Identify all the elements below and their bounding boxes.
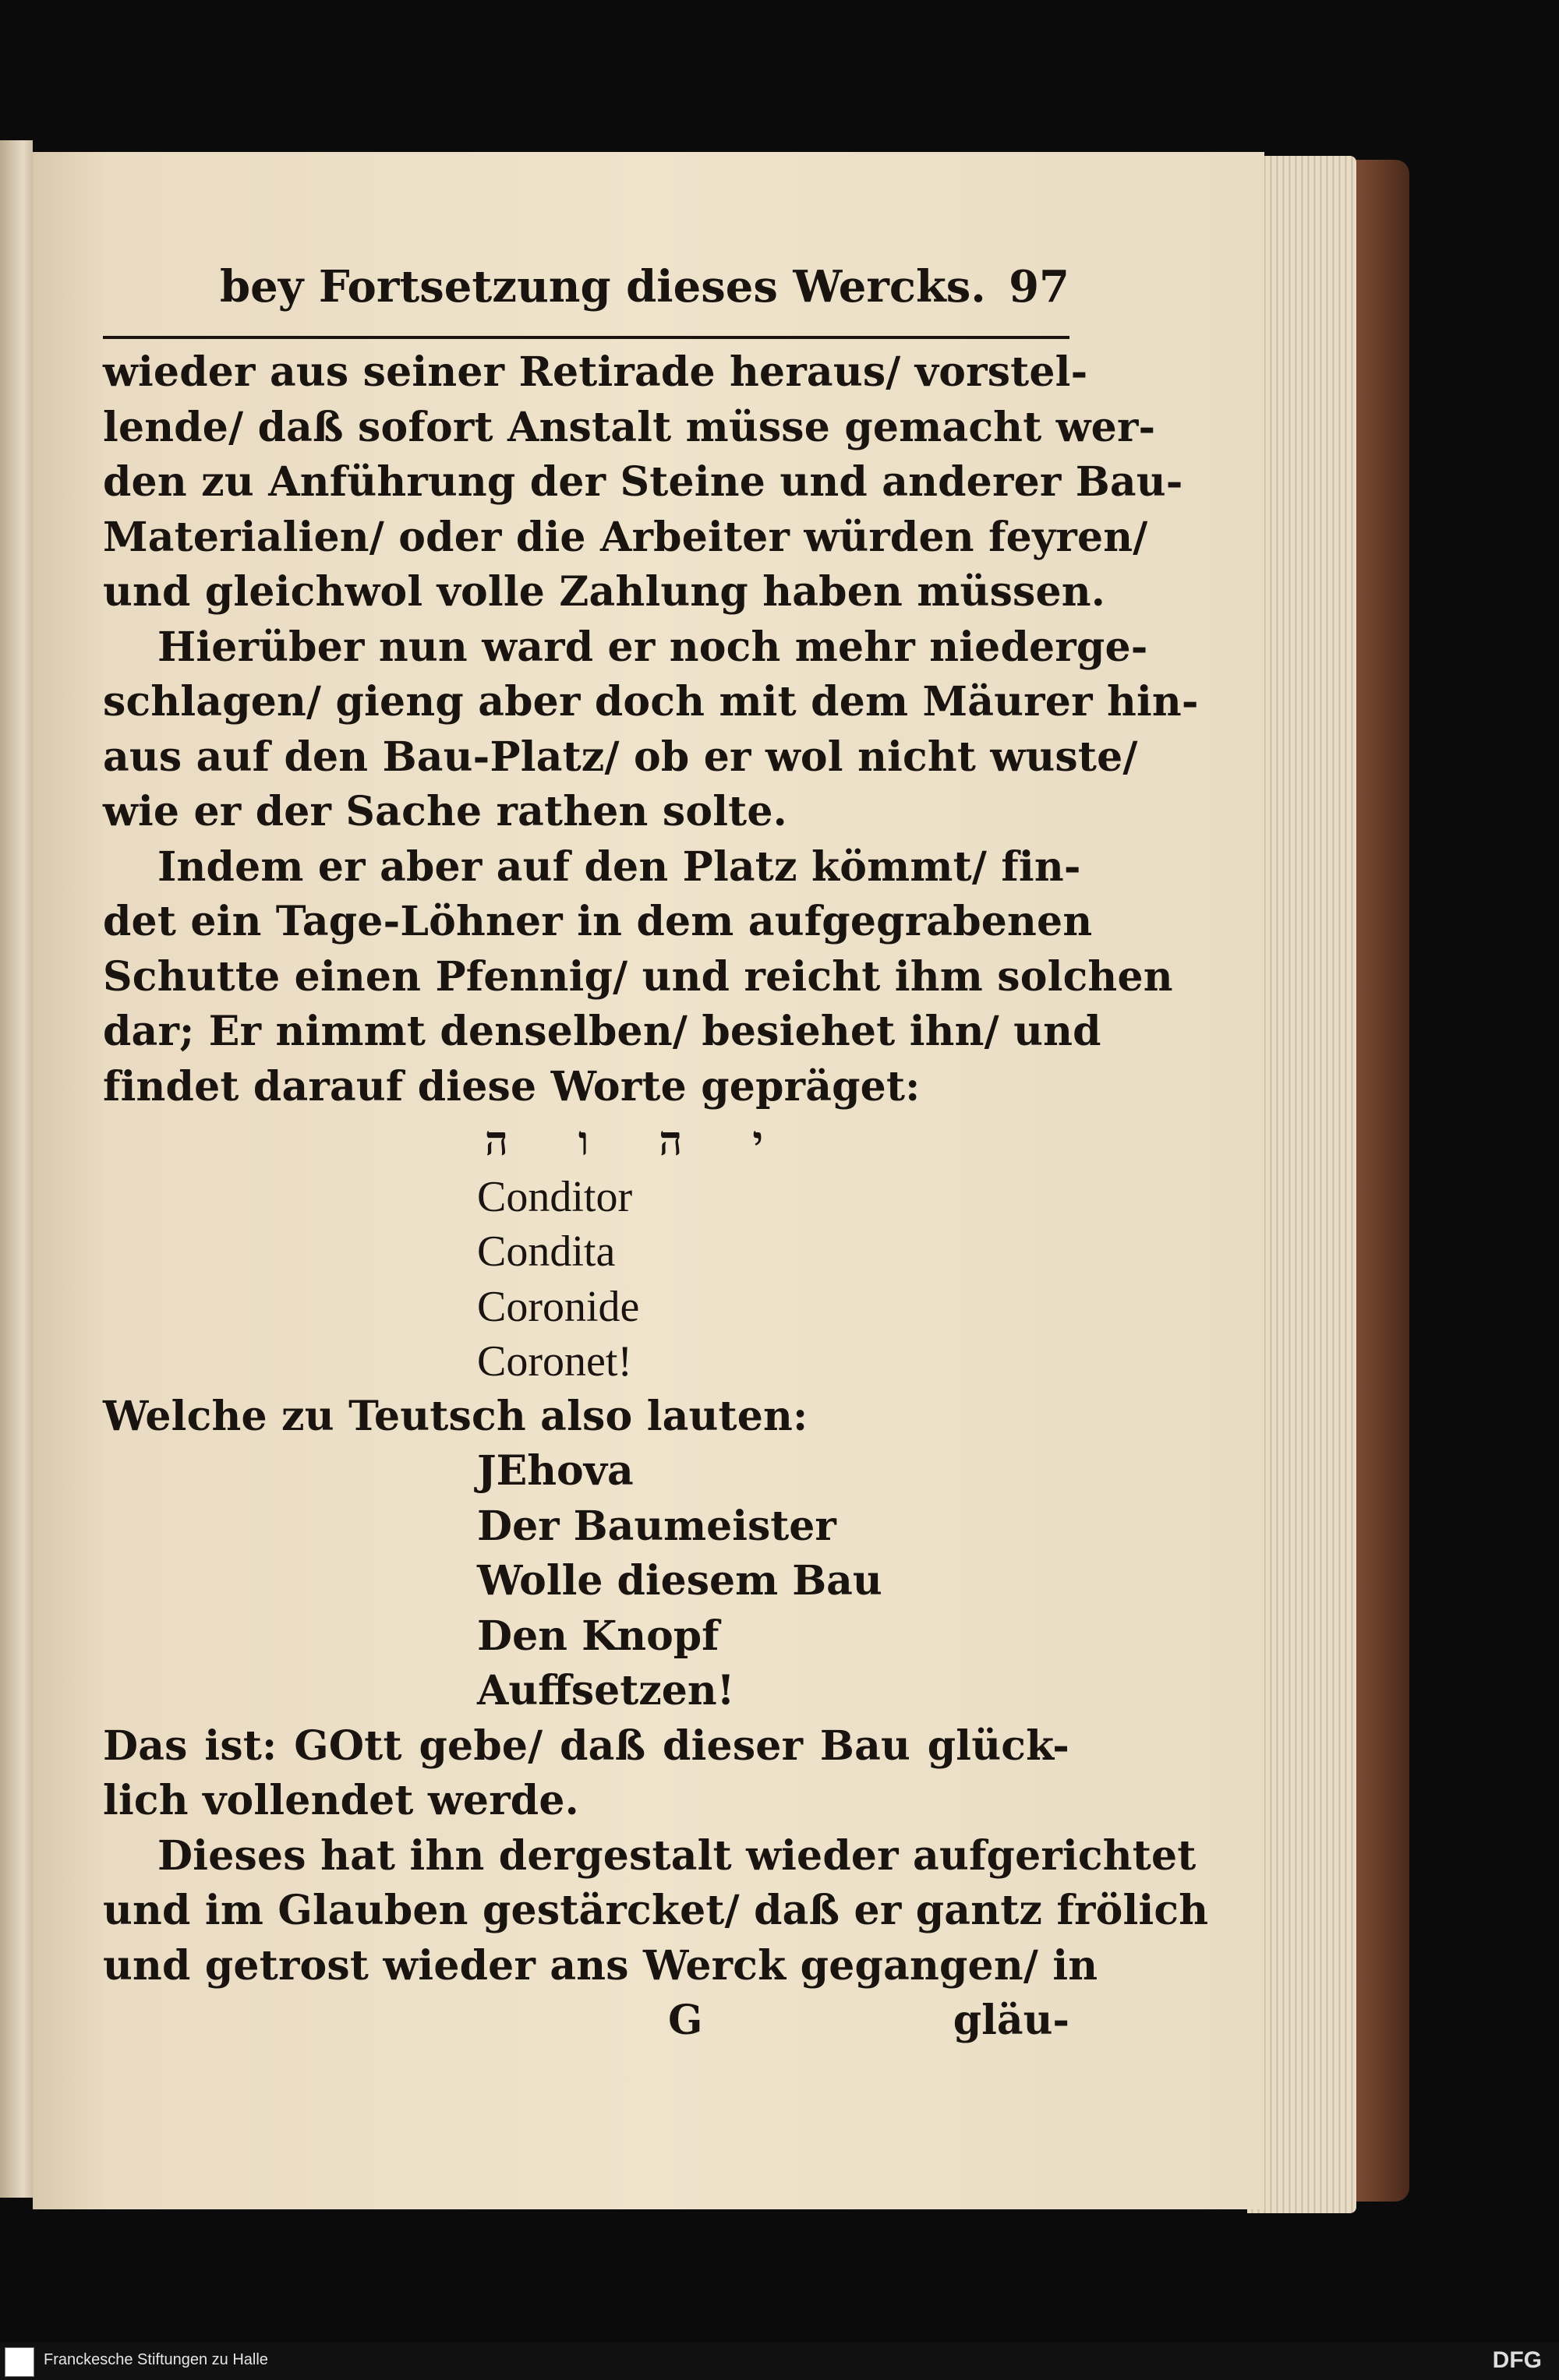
book-page (33, 152, 1264, 2209)
text-line: lende/ daß sofort Anstalt müsse gemacht wer- (103, 403, 1156, 451)
paragraph-2 (103, 620, 1199, 840)
inscription-line: Auffsetzen! (477, 1667, 735, 1714)
coin-inscription-german (103, 1444, 1069, 1719)
inscription-line: Condita (477, 1227, 616, 1276)
inscription-line: Wolle diesem Bau (477, 1557, 882, 1605)
text-line: und getrost wieder ans Werck gegangen/ in (103, 1941, 1098, 1990)
coin-inscription-latin (103, 1114, 1069, 1390)
paragraph-5 (103, 1829, 1209, 1994)
inscription-line: Der Baumeister (477, 1502, 836, 1550)
inscription-line: JEhova (477, 1447, 634, 1495)
viewer-footer (0, 2343, 1559, 2380)
signature-mark: G (668, 1997, 703, 2044)
text-line: wieder aus seiner Retirade heraus/ vorstel- (103, 348, 1088, 396)
paragraph-4 (103, 1719, 1069, 1829)
text-line: wie er der Sache rathen solte. (103, 788, 787, 835)
inscription-line: Coronet! (477, 1337, 633, 1386)
text-line: den zu Anführung der Steine und anderer Bau- (103, 458, 1183, 506)
page-header (103, 261, 1069, 331)
translation-intro: Welche zu Teutsch also lauten: (103, 1392, 808, 1440)
text-line: findet darauf diese Worte gepräget: (103, 1062, 921, 1111)
signature-line (103, 1993, 1069, 2048)
left-page-edge (0, 140, 33, 2198)
page-content (103, 261, 1209, 2048)
text-line: Indem er aber auf den Platz kömmt/ fin- (157, 842, 1081, 891)
paragraph-3 (103, 840, 1173, 1115)
dfg-logo: DFG (1492, 2347, 1542, 2373)
page-number: 97 (1009, 261, 1069, 313)
inscription-line: Conditor (477, 1172, 633, 1221)
inscription-line: Den Knopf (477, 1612, 719, 1660)
inscription-line: Coronide (477, 1282, 640, 1331)
text-line: Hierüber nun ward er noch mehr niederge- (157, 623, 1148, 671)
text-line: Materialien/ oder die Arbeiter würden feyren/ (103, 513, 1148, 561)
hebrew-tetragrammaton: י ה ו ה (485, 1118, 792, 1165)
paragraph-1 (103, 345, 1183, 620)
text-line: Dieses hat ihn dergestalt wieder aufgerichtet (157, 1831, 1197, 1880)
text-line: dar; Er nimmt denselben/ besiehet ihn/ und (103, 1008, 1101, 1055)
text-line: Das ist: GOtt gebe/ daß dieser Bau glück- (103, 1721, 1069, 1770)
text-line: det ein Tage-Löhner in dem aufgegrabenen (103, 898, 1093, 945)
institution-name: Franckesche Stiftungen zu Halle (44, 2351, 268, 2368)
text-line: lich vollendet werde. (103, 1777, 579, 1824)
institution-logo-icon (5, 2347, 34, 2377)
text-line: und im Glauben gestärcket/ daß er gantz frölich (103, 1887, 1209, 1934)
header-rule (103, 336, 1069, 339)
text-line: Schutte einen Pfennig/ und reicht ihm solchen (103, 952, 1173, 1001)
catchword: gläu- (953, 1997, 1069, 2044)
text-line: schlagen/ gieng aber doch mit dem Mäurer hin- (103, 678, 1199, 726)
text-line: aus auf den Bau-Platz/ ob er wol nicht wuste/ (103, 733, 1138, 781)
text-line: und gleichwol volle Zahlung haben müssen. (103, 568, 1106, 616)
running-title: bey Fortsetzung dieses Wercks. (220, 261, 986, 313)
